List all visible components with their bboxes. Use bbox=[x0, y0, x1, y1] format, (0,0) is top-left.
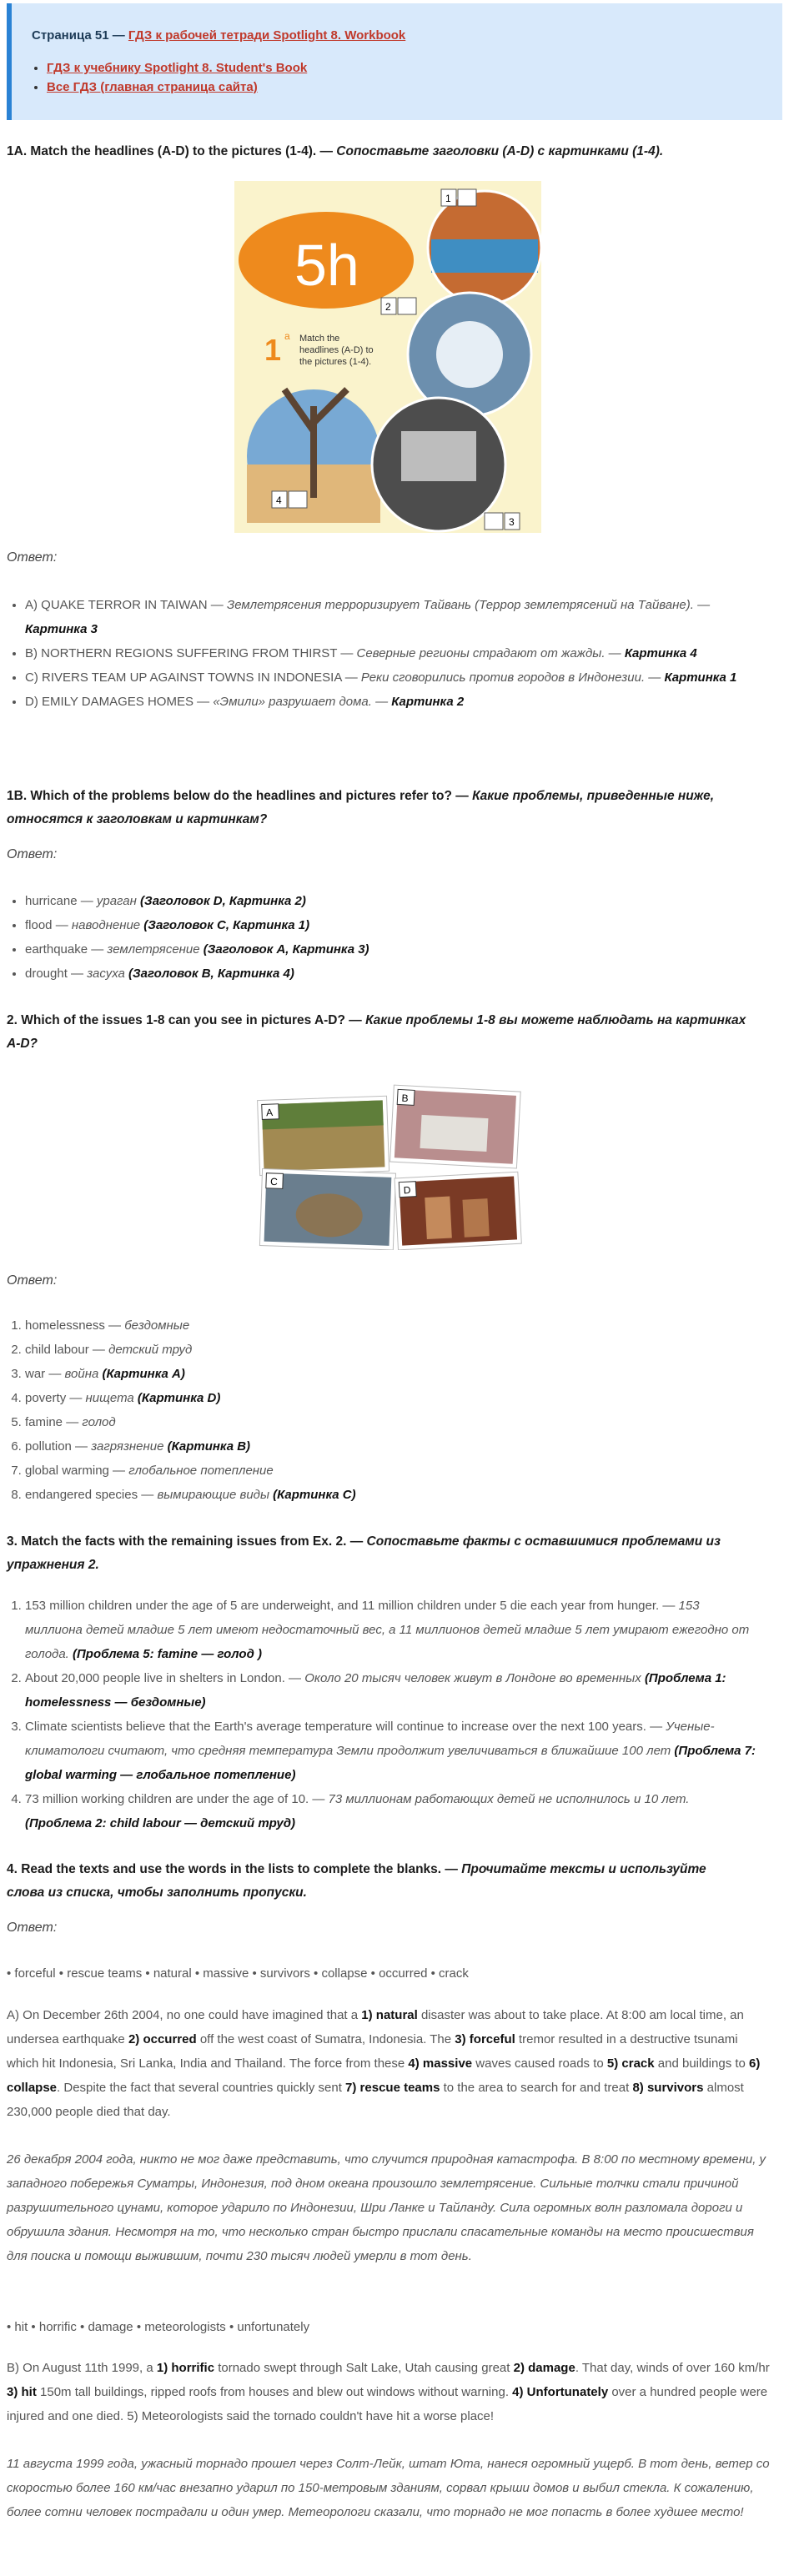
list-item bbox=[25, 641, 741, 665]
problem-ref: (Проблема 5: famine — голод ) bbox=[73, 1647, 263, 1661]
answer-label: Ответ: bbox=[7, 1273, 58, 1288]
text-segment: disaster was about to take place. At 8:00 am local time, an undersea earthquake bbox=[7, 2008, 744, 2046]
text-segment: tornado swept through Salt Lake, Utah causing great bbox=[214, 2361, 514, 2375]
filled-blank: 7) rescue teams bbox=[345, 2081, 440, 2095]
list-item bbox=[25, 1434, 782, 1459]
filled-blank: 6) collapse bbox=[7, 2056, 761, 2095]
filled-blank: 3) hit bbox=[7, 2385, 37, 2399]
filled-blank: 5) crack bbox=[606, 2056, 655, 2071]
exercise-4-title bbox=[7, 1858, 724, 1905]
list-item bbox=[25, 1338, 782, 1362]
issue-ru: голод bbox=[82, 1415, 116, 1429]
picture-ref: Картинка 4 bbox=[624, 646, 697, 660]
issue-en: child labour — bbox=[25, 1343, 109, 1357]
list-item bbox=[47, 61, 762, 75]
picture-ref: (Картинка D) bbox=[133, 1391, 221, 1405]
task-number: 1 bbox=[264, 333, 282, 367]
filled-blank: 4) Unfortunately bbox=[512, 2385, 609, 2399]
translation-a: 26 декабря 2004 года, никто не мог даже представить, что случится природная катастрофа. В 8:00 по местному времени, у западного побережья Суматры, Индонезия, под дном океана произошло землетрясение. Сильные толчки стали причиной разрушительного цунами, которое ударило по Индонезии, Шри Ланке и Тайланду. Сила огромных волн разломала дороги и обрушила здания. Несмотря на то, что несколько стран быстро прислали спасательные команды на место происшествия для поиска и помощи выжившим, почти 230 тысяч людей умерли в тот день. bbox=[7, 2152, 766, 2263]
list-item bbox=[25, 1594, 757, 1666]
issue-en: pollution — bbox=[25, 1439, 92, 1454]
title-en: 1B. Which of the problems below do the headlines and pictures refer to? — bbox=[7, 789, 473, 803]
term-ru: засуха bbox=[87, 967, 125, 981]
title-en: 2. Which of the issues 1-8 can you see in pictures A-D? — bbox=[7, 1013, 366, 1027]
headline-en: B) NORTHERN REGIONS SUFFERING FROM THIRST — bbox=[25, 646, 357, 660]
picture-ref: Картинка 1 bbox=[664, 670, 737, 685]
list-item bbox=[47, 80, 762, 94]
home-link[interactable]: Все ГДЗ (главная страница сайта) bbox=[47, 80, 258, 94]
issue-ru: война bbox=[64, 1367, 99, 1381]
problem-ref: (Проблема 1: homelessness — бездомные) bbox=[25, 1671, 726, 1710]
term-en: drought — bbox=[25, 967, 88, 981]
picture-ref: Картинка 2 bbox=[391, 695, 465, 709]
exercise-1a-answers bbox=[7, 593, 741, 714]
headline-ru: Северные регионы страдают от жажды. — bbox=[356, 646, 625, 660]
answer-label: Ответ: bbox=[7, 550, 58, 565]
headline-en: D) EMILY DAMAGES HOMES — bbox=[25, 695, 214, 709]
list-item bbox=[25, 889, 782, 913]
title-ru: Какие проблемы 1-8 вы можете наблюдать на картинках A-D? bbox=[7, 1013, 746, 1051]
badge-text: 5h bbox=[294, 233, 359, 298]
list-item bbox=[25, 962, 782, 986]
list-item bbox=[25, 1666, 757, 1715]
filled-blank: 1) natural bbox=[361, 2008, 418, 2022]
issue-ru: детский труд bbox=[108, 1343, 193, 1357]
students-book-link[interactable]: ГДЗ к учебнику Spotlight 8. Student's Book bbox=[47, 61, 308, 75]
fact-ru: Ученые-климатологи считают, что средняя температура Земли продолжит увеличиваться в ближайшие 100 лет bbox=[25, 1720, 715, 1758]
svg-text:1: 1 bbox=[445, 193, 451, 204]
svg-text:4: 4 bbox=[276, 495, 282, 506]
filled-blank: 4) massive bbox=[408, 2056, 473, 2071]
breadcrumb-prefix: Страница 51 — bbox=[32, 28, 128, 43]
photo-d-poverty bbox=[399, 1176, 517, 1245]
answer-label: Ответ: bbox=[7, 847, 58, 861]
filled-blank: 2) damage bbox=[513, 2361, 575, 2375]
text-segment: A) On December 26th 2004, no one could have imagined that a bbox=[7, 2008, 362, 2022]
headline-en: A) QUAKE TERROR IN TAIWAN — bbox=[25, 598, 227, 612]
text-segment: over a hundred people were injured and one died. 5) Meteorologists said the tornado couldn't have hit a worse place! bbox=[7, 2385, 768, 2423]
list-item bbox=[25, 1410, 782, 1434]
title-ru: Какие проблемы, приведенные ниже, относятся к заголовкам и картинкам? bbox=[7, 789, 715, 826]
text-segment: B) On August 11th 1999, a bbox=[7, 2361, 157, 2375]
reference: (Заголовок B, Картинка 4) bbox=[124, 967, 294, 981]
issue-en: poverty — bbox=[25, 1391, 86, 1405]
photo-collage bbox=[254, 1083, 523, 1250]
problem-ref: (Проблема 7: global warming — глобальное потепление) bbox=[25, 1744, 756, 1782]
exercise-2-title bbox=[7, 1009, 757, 1056]
fact-en: About 20,000 people live in shelters in London. — bbox=[25, 1671, 305, 1685]
svg-text:Match theheadlines (A-D) tothe: Match the headlines (A-D) to the pictures (1-4). bbox=[299, 334, 374, 367]
fact-en: 153 million children under the age of 5 are underweight, and 11 million children under 5 die each year from hunger. — bbox=[25, 1599, 679, 1613]
svg-text:C: C bbox=[269, 1175, 278, 1188]
text-segment: and buildings to bbox=[654, 2056, 750, 2071]
exercise-1b-answers bbox=[7, 889, 782, 986]
text-segment: to the area to search for and treat bbox=[440, 2081, 633, 2095]
term-en: flood — bbox=[25, 918, 72, 932]
title-en: 3. Match the facts with the remaining issues from Ex. 2. — bbox=[7, 1534, 367, 1549]
title-ru: Прочитайте тексты и используйте слова из списка, чтобы заполнить пропуски. bbox=[7, 1862, 706, 1900]
text-a bbox=[7, 2003, 770, 2124]
filled-blank: 8) survivors bbox=[632, 2081, 704, 2095]
text-segment: waves caused roads to bbox=[472, 2056, 607, 2071]
issue-ru: загрязнение bbox=[91, 1439, 164, 1454]
fact-en: Climate scientists believe that the Earth's average temperature will continue to increase over the next 100 years. — bbox=[25, 1720, 666, 1734]
translation-b: 11 августа 1999 года, ужасный торнадо прошел через Солт-Лейк, штат Юта, нанеся огромный ущерб. В тот день, ветер со скоростью более 160 км/час внезапно ударил по 150-метровым зданиям, сорвал крыши домов и выбил стекла. К сожалению, более сотни человек пострадали и один умер. Метеорологи сказали, что торнадо не мог попасть в более худшее место! bbox=[7, 2457, 770, 2519]
term-en: earthquake — bbox=[25, 942, 108, 957]
reference: (Заголовок A, Картинка 3) bbox=[199, 942, 369, 957]
picture-ref: (Картинка A) bbox=[98, 1367, 185, 1381]
headline-ru: «Эмили» разрушает дома. — bbox=[213, 695, 392, 709]
picture-ref: (Картинка B) bbox=[163, 1439, 251, 1454]
exercise-3-answers bbox=[7, 1594, 757, 1835]
list-item bbox=[25, 937, 782, 962]
term-ru: землетрясение bbox=[107, 942, 200, 957]
list-item bbox=[25, 1715, 757, 1787]
text-segment: off the west coast of Sumatra, Indonesia. The bbox=[196, 2032, 455, 2046]
exercise-2-picture bbox=[254, 1083, 523, 1250]
fact-ru: 153 миллиона детей младше 5 лет имеют недостаточный вес, а 11 миллионов детей младше 5 лет умирают ежегодно от голода. bbox=[25, 1599, 750, 1661]
headline-en: C) RIVERS TEAM UP AGAINST TOWNS IN INDONESIA — bbox=[25, 670, 361, 685]
answer-label: Ответ: bbox=[7, 1921, 58, 1935]
text-segment: . Despite the fact that several countries quickly sent bbox=[57, 2081, 346, 2095]
list-item bbox=[25, 690, 741, 714]
headline-ru: Реки сговорились против городов в Индонезии. — bbox=[360, 670, 665, 685]
title-ru: Сопоставьте факты с оставшимися проблемами из упражнения 2. bbox=[7, 1534, 721, 1572]
text-segment: almost 230,000 people died that day. bbox=[7, 2081, 744, 2119]
title-en: 4. Read the texts and use the words in the lists to complete the blanks. — bbox=[7, 1862, 462, 1876]
filled-blank: 3) forceful bbox=[455, 2032, 515, 2046]
workbook-link[interactable]: ГДЗ к рабочей тетради Spotlight 8. Workbook bbox=[128, 28, 406, 43]
text-segment: 150m tall buildings, ripped roofs from houses and blew out windows without warning. bbox=[36, 2385, 513, 2399]
filled-blank: 2) occurred bbox=[128, 2032, 197, 2046]
headline-ru: Землетрясения терроризирует Тайвань (Террор землетрясений на Тайване). — bbox=[226, 598, 711, 612]
list-item bbox=[25, 1386, 782, 1410]
picture-ref: (Картинка C) bbox=[269, 1488, 356, 1502]
title-ru: Сопоставьте заголовки (A-D) с картинками (1-4). bbox=[336, 144, 664, 158]
list-item bbox=[25, 1313, 782, 1338]
word-list-b: • hit • horrific • damage • meteorologists • unfortunately bbox=[7, 2320, 310, 2334]
list-item bbox=[25, 1483, 782, 1507]
svg-text:A: A bbox=[265, 1107, 274, 1119]
task-letter: a bbox=[284, 330, 290, 342]
list-item bbox=[25, 1459, 782, 1483]
issue-ru: глобальное потепление bbox=[128, 1464, 274, 1478]
problem-ref: (Проблема 2: child labour — детский труд) bbox=[25, 1816, 296, 1830]
term-ru: ураган bbox=[96, 894, 137, 908]
list-item bbox=[25, 913, 782, 937]
exercise-2-answers bbox=[7, 1313, 782, 1507]
svg-text:B: B bbox=[401, 1092, 409, 1105]
fact-ru: 73 миллионам работающих детей не исполнилось и 10 лет. bbox=[328, 1792, 690, 1806]
issue-en: famine — bbox=[25, 1415, 83, 1429]
term-en: hurricane — bbox=[25, 894, 97, 908]
exercise-1a-title bbox=[7, 140, 782, 163]
textbook-page-illustration bbox=[234, 181, 541, 533]
picture-ref: Картинка 3 bbox=[25, 622, 98, 636]
filled-blank: 1) horrific bbox=[156, 2361, 215, 2375]
issue-en: global warming — bbox=[25, 1464, 129, 1478]
related-links bbox=[32, 61, 762, 94]
exercise-1b-title bbox=[7, 785, 757, 831]
issue-ru: нищета bbox=[85, 1391, 134, 1405]
svg-text:2: 2 bbox=[385, 301, 391, 313]
svg-text:3: 3 bbox=[509, 516, 515, 528]
text-segment: . That day, winds of over 160 km/hr bbox=[575, 2361, 770, 2375]
reference: (Заголовок D, Картинка 2) bbox=[136, 894, 306, 908]
text-b bbox=[7, 2356, 770, 2428]
issue-en: endangered species — bbox=[25, 1488, 158, 1502]
fact-ru: Около 20 тысяч человек живут в Лондоне во временных bbox=[304, 1671, 645, 1685]
breadcrumb-box bbox=[7, 3, 782, 120]
term-ru: наводнение bbox=[71, 918, 141, 932]
text-segment: tremor resulted in a destructive tsunami which hit Indonesia, Sri Lanka, India and Thailand. The force from these bbox=[7, 2032, 738, 2071]
list-item bbox=[25, 1787, 757, 1835]
issue-en: war — bbox=[25, 1367, 65, 1381]
issue-ru: вымирающие виды bbox=[157, 1488, 270, 1502]
list-item bbox=[25, 1362, 782, 1386]
issue-en: homelessness — bbox=[25, 1318, 125, 1333]
issue-ru: бездомные bbox=[124, 1318, 190, 1333]
reference: (Заголовок C, Картинка 1) bbox=[140, 918, 310, 932]
fact-en: 73 million working children are under the age of 10. — bbox=[25, 1792, 329, 1806]
breadcrumb bbox=[32, 28, 762, 43]
list-item bbox=[25, 665, 741, 690]
exercise-3-title bbox=[7, 1530, 772, 1577]
exercise-1a-picture bbox=[234, 181, 541, 533]
title-en: 1A. Match the headlines (A-D) to the pictures (1-4). — bbox=[7, 144, 337, 158]
list-item bbox=[25, 593, 741, 641]
word-list-a: • forceful • rescue teams • natural • massive • survivors • collapse • occurred • crack bbox=[7, 1966, 469, 1981]
svg-text:D: D bbox=[403, 1183, 411, 1197]
